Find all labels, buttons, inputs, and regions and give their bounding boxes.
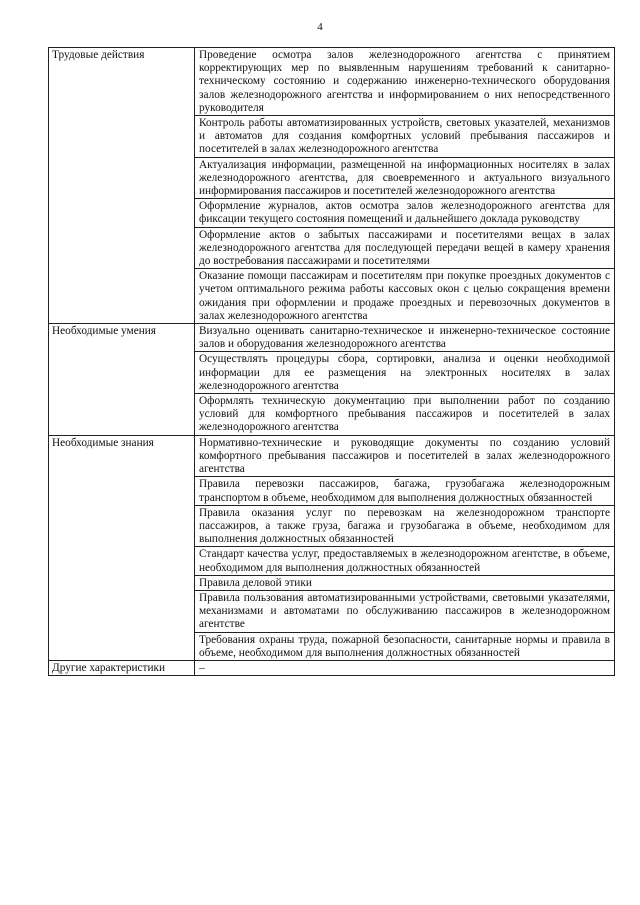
item-text: Проведение осмотра залов железнодорожного агентства с принятием корректирующих мер по выявленным нарушениям требований к санитарно-техническому состоянию и содержанию инженерно-технического оборудования залов железнодорожного агентства и информированием о них непосредственного руководителя	[195, 48, 615, 116]
section-label: Необходимые знания	[49, 435, 195, 660]
item-text: Правила оказания услуг по перевозкам на железнодорожном транспорте пассажиров, а также груза, багажа и грузобагажа в объеме, необходимом для выполнения должностных обязанностей	[195, 505, 615, 547]
item-text: Осуществлять процедуры сбора, сортировки, анализа и оценки необходимой информации для ее размещения на электронных носителях в залах железнодорожного агентства	[195, 352, 615, 394]
table-body	[49, 48, 615, 676]
table-row	[49, 324, 615, 352]
item-text: Правила деловой этики	[195, 575, 615, 590]
item-text: –	[195, 660, 615, 675]
table-row	[49, 48, 615, 116]
item-text: Оформлять техническую документацию при выполнении работ по созданию условий для комфортного пребывания пассажиров и посетителей в залах железнодорожного агентства	[195, 394, 615, 436]
section-label: Другие характеристики	[49, 660, 195, 675]
item-text: Оформление актов о забытых пассажирами и посетителями вещах в залах железнодорожного агентства для последующей передачи вещей в камеру хранения до востребования пассажирами и посетителями	[195, 227, 615, 269]
item-text: Оформление журналов, актов осмотра залов железнодорожного агентства для фиксации текущего состояния помещений и дальнейшего доклада руководству	[195, 199, 615, 227]
table-row	[49, 435, 615, 477]
item-text: Правила перевозки пассажиров, багажа, грузобагажа железнодорожным транспортом в объеме, необходимом для выполнения должностных обязанностей	[195, 477, 615, 505]
item-text: Визуально оценивать санитарно-техническое и инженерно-техническое состояние залов и оборудования железнодорожного агентства	[195, 324, 615, 352]
table-row	[49, 660, 615, 675]
item-text: Правила пользования автоматизированными устройствами, световыми указателями, механизмами и автоматами по обслуживанию пассажиров в железнодорожном агентстве	[195, 590, 615, 632]
item-text: Контроль работы автоматизированных устройств, световых указателей, механизмов и автоматов для создания комфортных условий пребывания пассажиров и посетителей в залах железнодорожного агентства	[195, 116, 615, 158]
item-text: Оказание помощи пассажирам и посетителям при покупке проездных документов с учетом оптимального режима работы кассовых окон с целью сокращения времени ожидания при оформлении и продаже проездных и перевозочных документов в залах железнодорожного агентства	[195, 269, 615, 324]
item-text: Стандарт качества услуг, предоставляемых в железнодорожном агентстве, в объеме, необходимом для выполнения должностных обязанностей	[195, 547, 615, 575]
item-text: Актуализация информации, размещенной на информационных носителях в залах железнодорожного агентства, для своевременного и актуального визуального информирования пассажиров и посетителей железнодорожного агентства	[195, 157, 615, 199]
item-text: Нормативно-технические и руководящие документы по созданию условий комфортного пребывания пассажиров и посетителей в залах железнодорожного агентства	[195, 435, 615, 477]
page-number: 4	[317, 21, 323, 33]
section-label: Необходимые умения	[49, 324, 195, 436]
item-text: Требования охраны труда, пожарной безопасности, санитарные нормы и правила в объеме, необходимом для выполнения должностных обязанностей	[195, 632, 615, 660]
characteristics-table	[48, 47, 615, 676]
section-label: Трудовые действия	[49, 48, 195, 324]
